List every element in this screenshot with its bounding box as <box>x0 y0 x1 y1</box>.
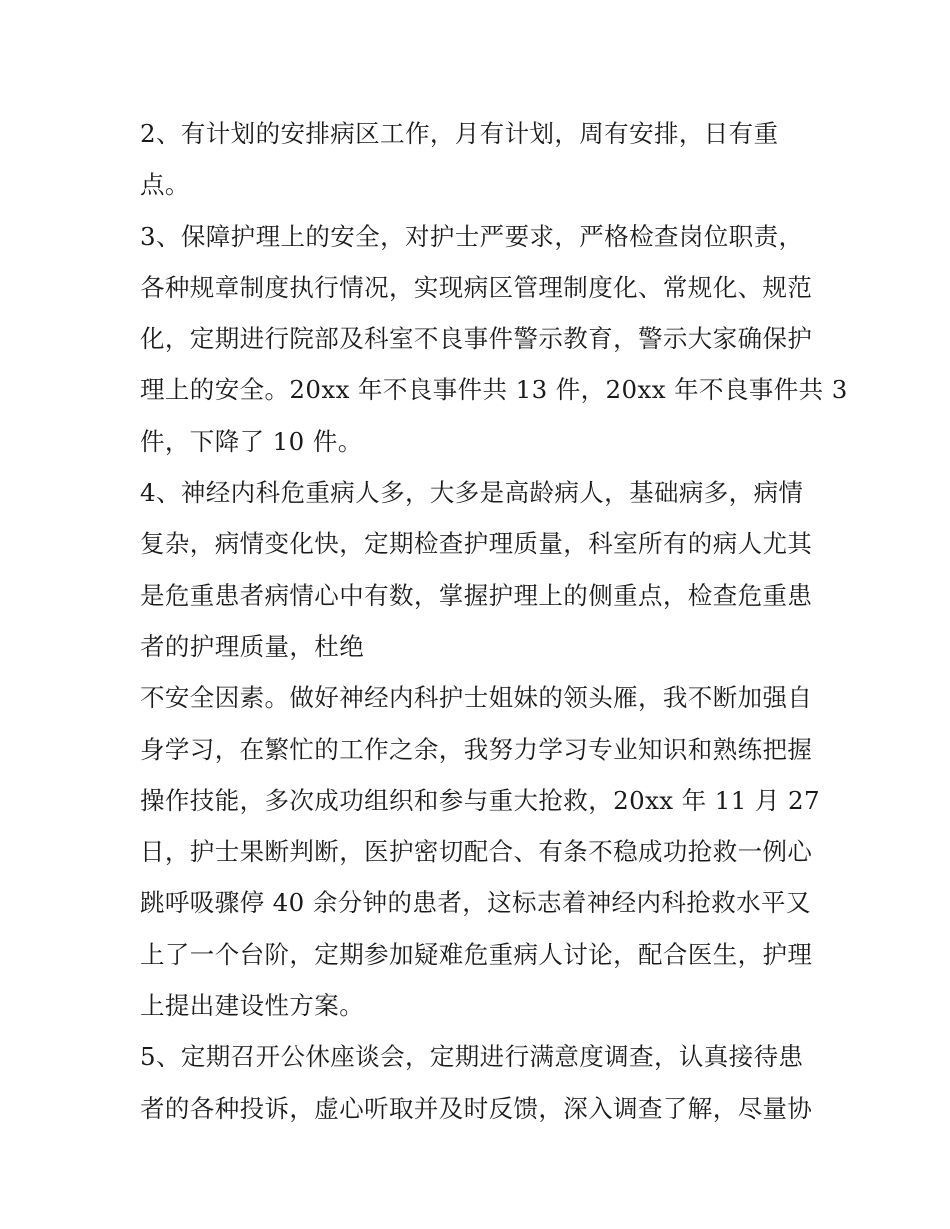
text-line: 复杂，病情变化快，定期检查护理质量，科室所有的病人尤其 <box>140 529 813 559</box>
text-line: 跳呼吸骤停 40 余分钟的患者，这标志着神经内科抢救水平又 <box>140 888 811 918</box>
text-line: 3、保障护理上的安全，对护士严要求，严格检查岗位职责， <box>140 221 804 251</box>
text-line: 件，下降了 10 件。 <box>140 426 363 456</box>
text-line: 点。 <box>140 170 190 200</box>
text-line: 日，护士果断判断，医护密切配合、有条不稳成功抢救一例心 <box>140 837 813 867</box>
text-line: 4、神经内科危重病人多，大多是高龄病人，基础病多，病情 <box>140 478 804 508</box>
text-line: 各种规章制度执行情况，实现病区管理制度化、常规化、规范 <box>140 272 813 302</box>
text-line: 5、定期召开公休座谈会，定期进行满意度调查，认真接待患 <box>140 1042 804 1072</box>
text-line: 不安全因素。做好神经内科护士姐妹的领头雁，我不断加强自 <box>140 683 813 713</box>
text-line: 者的各种投诉，虚心听取并及时反馈，深入调查了解，尽量协 <box>140 1093 813 1123</box>
text-line: 理上的安全。20xx 年不良事件共 13 件，20xx 年不良事件共 3 <box>140 375 848 405</box>
text-line: 2、有计划的安排病区工作，月有计划，周有安排，日有重 <box>140 119 779 148</box>
text-line: 化，定期进行院部及科室不良事件警示教育，警示大家确保护 <box>140 324 813 354</box>
text-line: 者的护理质量，杜绝 <box>140 631 365 661</box>
text-line: 身学习，在繁忙的工作之余，我努力学习专业知识和熟练把握 <box>140 734 813 764</box>
text-line: 上提出建设性方案。 <box>140 991 365 1021</box>
text-line: 操作技能，多次成功组织和参与重大抢救，20xx 年 11 月 27 <box>140 785 821 815</box>
document-body <box>140 108 848 1134</box>
text-line: 上了一个台阶，定期参加疑难危重病人讨论，配合医生，护理 <box>140 939 813 969</box>
text-line: 是危重患者病情心中有数，掌握护理上的侧重点，检查危重患 <box>140 580 813 610</box>
